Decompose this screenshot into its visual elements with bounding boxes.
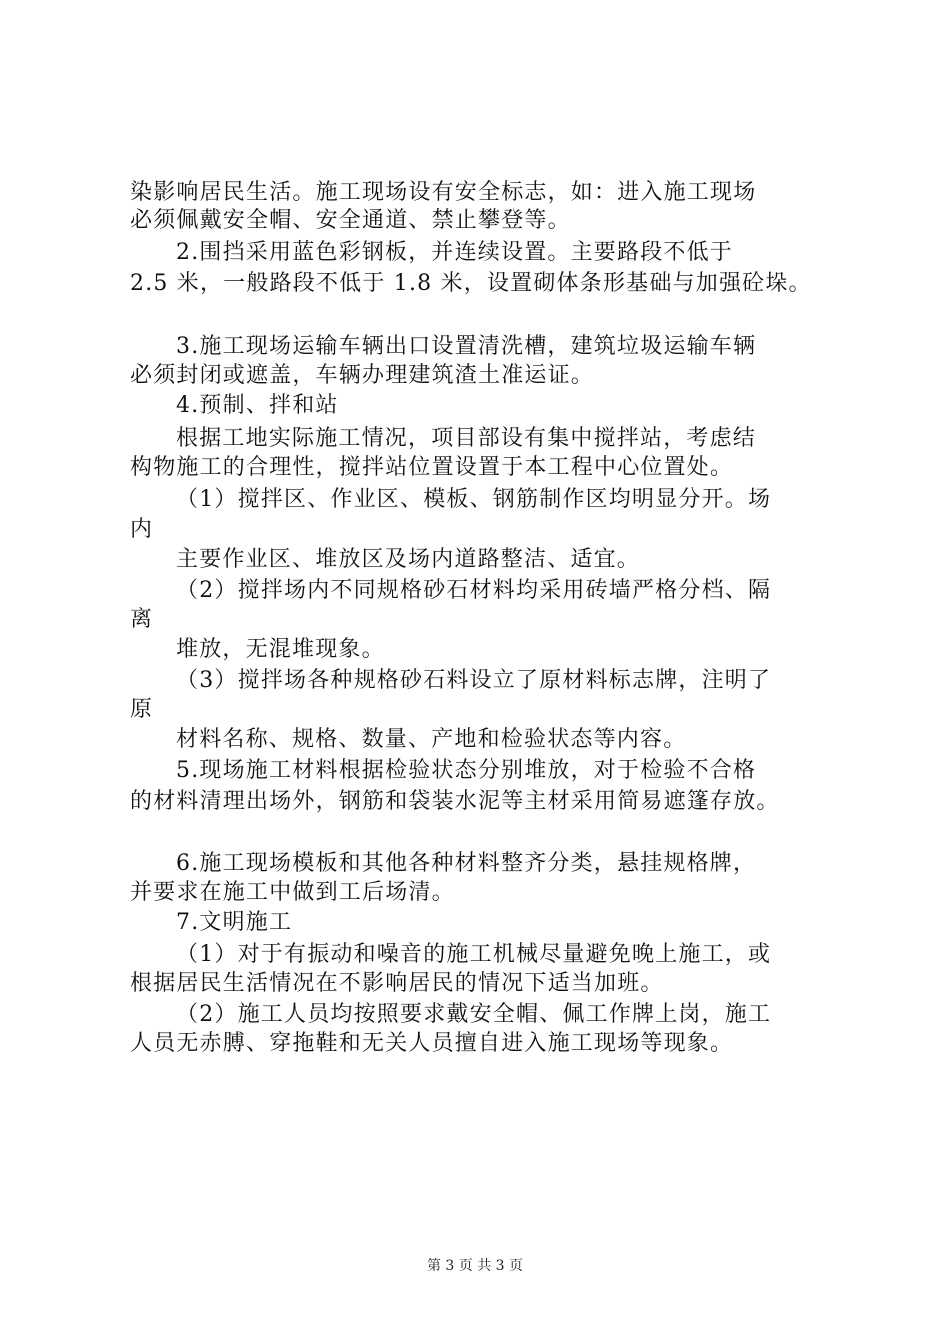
text-line: 内 (130, 517, 154, 542)
text-line: 3.施工现场运输车辆出口设置清洗槽，建筑垃圾运输车辆 (176, 334, 757, 359)
text-line: 构物施工的合理性，搅拌站位置设置于本工程中心位置处。 (130, 455, 734, 480)
text-line: （1）搅拌区、作业区、模板、钢筋制作区均明显分开。场 (176, 487, 772, 512)
text-line: 6.施工现场模板和其他各种材料整齐分类，悬挂规格牌， (176, 851, 757, 876)
text-line: 人员无赤膊、穿拖鞋和无关人员擅自进入施工现场等现象。 (130, 1031, 734, 1056)
text-line: 2.围挡采用蓝色彩钢板，并连续设置。主要路段不低于 (176, 240, 733, 265)
text-line: 5.现场施工材料根据检验状态分别堆放，对于检验不合格 (176, 758, 757, 783)
text-line: 堆放，无混堆现象。 (176, 637, 385, 662)
text-line: （3）搅拌场各种规格砂石料设立了原材料标志牌，注明了 (176, 668, 772, 693)
text-line: 原 (130, 697, 154, 722)
text-line: 必须佩戴安全帽、安全通道、禁止攀登等。 (130, 208, 571, 233)
text-line: 材料名称、规格、数量、产地和检验状态等内容。 (176, 727, 687, 752)
text-line: 根据工地实际施工情况，项目部设有集中搅拌站，考虑结 (176, 426, 757, 451)
text-line: 必须封闭或遮盖，车辆办理建筑渣土准运证。 (130, 363, 595, 388)
section-heading: 4.预制、拌和站 (176, 393, 339, 418)
text-line: 的材料清理出场外，钢筋和袋装水泥等主材采用简易遮篷存放。 (130, 789, 780, 814)
text-line: （2）搅拌场内不同规格砂石材料均采用砖墙严格分档、隔 (176, 578, 772, 603)
text-line: 2.5 米，一般路段不低于 1.8 米，设置砌体条形基础与加强砼垛。 (130, 271, 812, 296)
text-line: 根据居民生活情况在不影响居民的情况下适当加班。 (130, 971, 664, 996)
page-footer: 第 3 页 共 3 页 (426, 1258, 524, 1274)
text-line: 主要作业区、堆放区及场内道路整洁、适宜。 (176, 547, 641, 572)
text-line: （2）施工人员均按照要求戴安全帽、佩工作牌上岗，施工 (176, 1002, 772, 1027)
text-line: （1）对于有振动和噪音的施工机械尽量避免晚上施工，或 (176, 942, 772, 967)
text-line: 染影响居民生活。施工现场设有安全标志，如：进入施工现场 (130, 180, 757, 205)
text-line: 并要求在施工中做到工后场清。 (130, 880, 455, 905)
section-heading: 7.文明施工 (176, 910, 293, 935)
text-line: 离 (130, 607, 154, 632)
